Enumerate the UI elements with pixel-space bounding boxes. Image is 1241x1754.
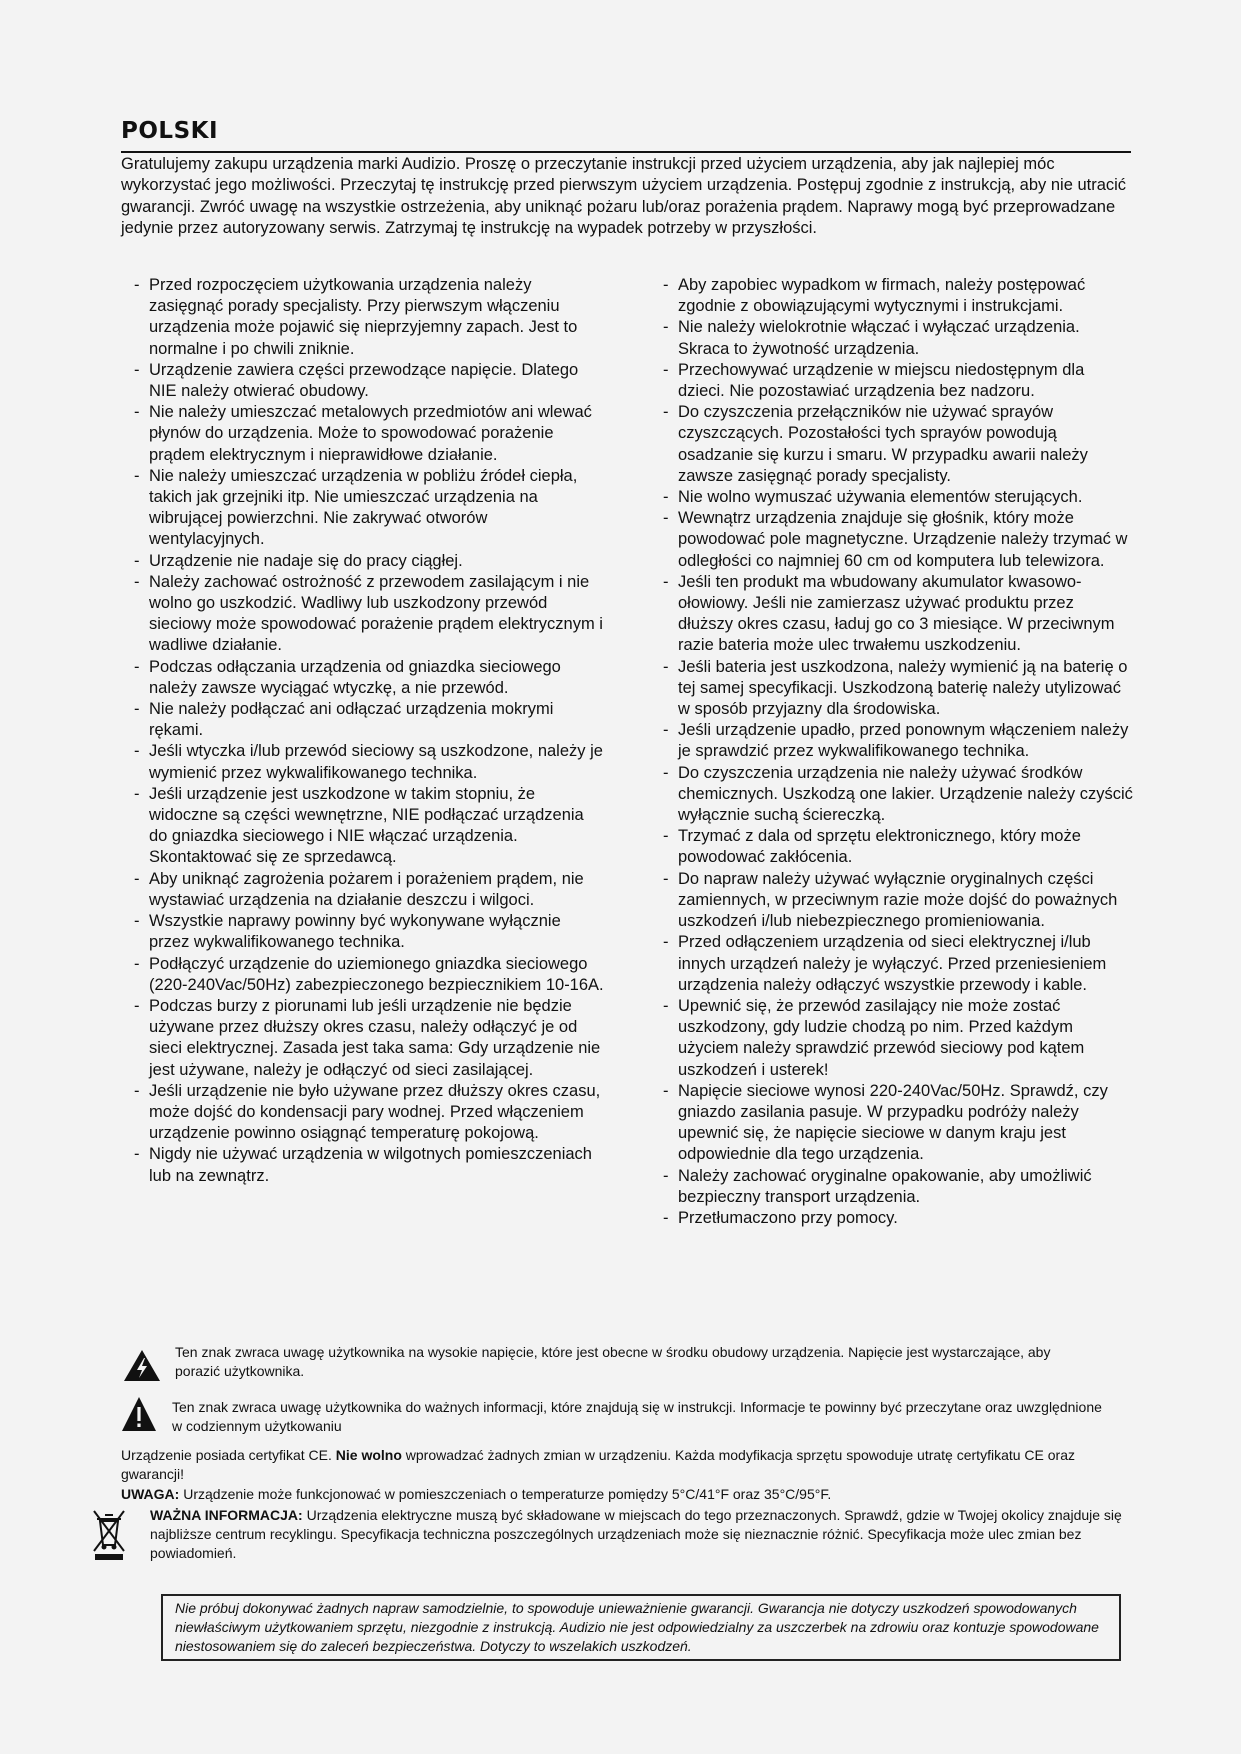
uwaga-text: Urządzenie może funkcjonować w pomieszczeniach o temperaturze pomiędzy 5°C/41°F oraz 35°C/95°F. bbox=[183, 1486, 832, 1502]
list-item bbox=[134, 466, 604, 551]
list-bullet: - bbox=[663, 763, 669, 782]
list-item bbox=[134, 996, 604, 1081]
list-item-text: Upewnić się, że przewód zasilający nie może zostać uszkodzony, gdy ludzie chodzą po nim. Przed każdym użyciem należy sprawdzić przewód sieciowy pod kątem uszkodzeń i usterek! bbox=[678, 996, 1085, 1079]
list-item-text: Przetłumaczono przy pomocy. bbox=[678, 1208, 898, 1227]
list-bullet: - bbox=[663, 572, 669, 591]
list-bullet: - bbox=[134, 1145, 140, 1164]
list-bullet: - bbox=[134, 954, 140, 973]
list-item-text: Wewnątrz urządzenia znajduje się głośnik, który może powodować pole magnetyczne. Urządzenie należy trzymać w odległości co najmniej 60 cm od komputera lub telewizora. bbox=[678, 509, 1128, 570]
list-item-text: Wszystkie naprawy powinny być wykonywane wyłącznie przez wykwalifikowanego technika. bbox=[149, 912, 561, 952]
intro-paragraph: Gratulujemy zakupu urządzenia marki Audizio. Proszę o przeczytanie instrukcji przed użyciem urządzenia, aby jak najlepiej móc wykorzystać jego możliwości. Przeczytaj tę instrukcję przed pierwszym użyciem urządzenia. Postępuj zgodnie z instrukcją, aby nie utracić gwarancji. Zwróć uwagę na wszystkie ostrzeżenia, aby uniknąć pożaru lub/oraz porażenia prądem. Naprawy mogą być przeprowadzane jedynie przez autoryzowany serwis. Zatrzymaj tę instrukcję na wypadek potrzeby w przyszłości. bbox=[121, 155, 1127, 237]
list-bullet: - bbox=[134, 700, 140, 719]
list-item-text: Nie należy wielokrotnie włączać i wyłączać urządzenia. Skraca to żywotność urządzenia. bbox=[678, 318, 1080, 358]
list-bullet: - bbox=[134, 784, 140, 803]
list-item-text: Jeśli wtyczka i/lub przewód sieciowy są uszkodzone, należy je wymienić przez wykwalifikowanego technika. bbox=[149, 742, 603, 782]
list-item bbox=[134, 699, 604, 741]
important-information bbox=[150, 1506, 1125, 1563]
list-bullet: - bbox=[663, 721, 669, 740]
list-item-text: Jeśli urządzenie jest uszkodzone w takim stopniu, że widoczne są części wewnętrzne, NIE podłączać urządzenia do gniazdka sieciowego i NIE włączać urządzenia. Skontaktować się ze sprzedawcą. bbox=[149, 784, 584, 867]
list-item-text: Do czyszczenia przełączników nie używać sprayów czyszczących. Pozostałości tych sprayów powodują osadzanie się kurzu i smaru. W przypadku awarii należy zawsze zasięgnąć porady specjalisty. bbox=[678, 403, 1088, 485]
list-item bbox=[663, 763, 1133, 827]
list-bullet: - bbox=[134, 403, 140, 422]
list-item-text: Aby uniknąć zagrożenia pożarem i porażeniem prądem, nie wystawiać urządzenia na działanie deszczu i wilgoci. bbox=[149, 869, 584, 909]
temperature-note bbox=[121, 1485, 1106, 1504]
list-item bbox=[663, 1081, 1133, 1166]
list-bullet: - bbox=[663, 996, 669, 1015]
uwaga-label: UWAGA: bbox=[121, 1486, 180, 1502]
list-item-text: Nie wolno wymuszać używania elementów sterujących. bbox=[678, 488, 1083, 507]
voltage-warning-text: Ten znak zwraca uwagę użytkownika na wysokie napięcie, które jest obecne w środku obudowy urządzenia. Napięcie jest wystarczające, aby porazić użytkownika. bbox=[175, 1344, 1051, 1379]
list-item-text: Jeśli urządzenie nie było używane przez dłuższy okres czasu, może dojść do kondensacji pary wodnej. Przed włączeniem urządzenie powinno osiągnąć temperaturę pokojową. bbox=[149, 1081, 601, 1143]
list-bullet: - bbox=[134, 551, 140, 570]
list-bullet: - bbox=[663, 933, 669, 952]
list-item bbox=[134, 911, 604, 953]
list-item bbox=[663, 317, 1133, 359]
list-item bbox=[663, 869, 1133, 933]
list-item-text: Do napraw należy używać wyłącznie oryginalnych części zamiennych, w przeciwnym razie może dojść do poważnych uszkodzeń i/lub niebezpiecznego promieniowania. bbox=[678, 869, 1118, 931]
attention-warning-icon bbox=[121, 1396, 157, 1432]
ce-text-bold: Nie wolno bbox=[335, 1447, 402, 1463]
list-item bbox=[663, 275, 1133, 317]
list-item bbox=[134, 741, 604, 783]
list-item-text: Urządzenie zawiera części przewodzące napięcie. Dlatego NIE należy otwierać obudowy. bbox=[149, 360, 579, 401]
list-bullet: - bbox=[663, 657, 669, 676]
list-item bbox=[134, 954, 604, 996]
list-item bbox=[134, 275, 604, 360]
list-item bbox=[134, 551, 604, 572]
list-bullet: - bbox=[663, 509, 669, 528]
important-text: Urządzenia elektryczne muszą być składowane w miejscach do tego przeznaczonych. Sprawdź, gdzie w Twojej okolicy znajduje się najbliższe centrum recyklingu. Specyfikacja techniczna poszczególnych urządzeniach może się nieznacznie różnić. Specyfikacja może ulec zmian bez powiadomień. bbox=[150, 1507, 1122, 1561]
list-bullet: - bbox=[663, 403, 669, 422]
list-item bbox=[663, 720, 1133, 762]
list-item bbox=[134, 869, 604, 911]
important-label: WAŻNA INFORMACJA: bbox=[150, 1507, 303, 1523]
safety-list-left bbox=[134, 275, 604, 1187]
list-item bbox=[663, 508, 1133, 572]
list-item-text: Do czyszczenia urządzenia nie należy używać środków chemicznych. Uszkodzą one lakier. Urządzenie należy czyścić wyłącznie suchą ściereczką. bbox=[678, 763, 1133, 825]
list-item-text: Jeśli bateria jest uszkodzona, należy wymienić ją na baterię o tej samej specyfikacji. Uszkodzoną baterię należy utylizować w sposób przyjazny dla środowiska. bbox=[678, 657, 1128, 719]
list-item bbox=[134, 572, 604, 657]
list-item-text: Urządzenie nie nadaje się do pracy ciągłej. bbox=[149, 551, 463, 570]
list-item-text: Nie należy umieszczać metalowych przedmiotów ani wlewać płynów do urządzenia. Może to spowodować porażenie prądem elektrycznym i nieprawidłowe działanie. bbox=[149, 403, 592, 464]
list-item-text: Jeśli ten produkt ma wbudowany akumulator kwasowo-ołowiowy. Jeśli nie zamierzasz używać produktu przez dłuższy okres czasu, ładuj go co 3 miesiące. W przeciwnym razie bateria może ulec trwałemu uszkodzeniu. bbox=[678, 572, 1115, 655]
list-item bbox=[663, 402, 1133, 487]
list-bullet: - bbox=[663, 869, 669, 888]
list-item-text: Przechowywać urządzenie w miejscu niedostępnym dla dzieci. Nie pozostawiać urządzenia bez nadzoru. bbox=[678, 360, 1085, 401]
list-item bbox=[134, 360, 604, 402]
title-divider bbox=[121, 151, 1131, 153]
ce-text-part2: wprowadzać żadnych zmian w urządzeniu. Każda modyfikacja sprzętu spowoduje utratę certyfikatu CE oraz gwarancji! bbox=[121, 1447, 1075, 1482]
list-bullet: - bbox=[663, 827, 669, 846]
list-item-text: Jeśli urządzenie upadło, przed ponownym włączeniem należy je sprawdzić przez wykwalifikowanego technika. bbox=[678, 721, 1129, 761]
list-bullet: - bbox=[663, 1166, 669, 1185]
weee-recycling-bin-icon bbox=[92, 1509, 126, 1561]
list-item bbox=[134, 402, 604, 466]
list-bullet: - bbox=[134, 996, 140, 1015]
list-item-text: Podczas burzy z piorunami lub jeśli urządzenie nie będzie używane przez dłuższy okres czasu, należy odłączyć je od sieci elektrycznej. Zasada jest taka sama: Gdy urządzenie nie jest używane, należy je odłączyć od sieci zasilającej. bbox=[149, 996, 601, 1079]
list-bullet: - bbox=[663, 360, 669, 379]
list-bullet: - bbox=[134, 572, 140, 591]
list-item-text: Nigdy nie używać urządzenia w wilgotnych pomieszczeniach lub na zewnątrz. bbox=[149, 1145, 592, 1185]
list-item bbox=[134, 1144, 604, 1186]
ce-text-part1: Urządzenie posiada certyfikat CE. bbox=[121, 1447, 332, 1463]
list-item-text: Przed odłączeniem urządzenia od sieci elektrycznej i/lub innych urządzeń należy je wyłączyć. Przed przeniesieniem urządzenia należy odłączyć wszystkie przewody i kable. bbox=[678, 933, 1107, 994]
list-item bbox=[663, 360, 1133, 402]
list-bullet: - bbox=[663, 1081, 669, 1100]
list-item-text: Nie należy podłączać ani odłączać urządzenia mokrymi rękami. bbox=[149, 700, 554, 740]
list-item bbox=[134, 784, 604, 869]
list-bullet: - bbox=[134, 276, 140, 294]
list-item-text: Należy zachować ostrożność z przewodem zasilającym i nie wolno go uszkodzić. Wadliwy lub uszkodzony przewód sieciowy może spowodować porażenie prądem elektrycznym i wadliwe działanie. bbox=[149, 572, 603, 655]
list-bullet: - bbox=[134, 869, 140, 888]
list-item-text: Aby zapobiec wypadkom w firmach, należy postępować zgodnie z obowiązującymi wytycznymi i instrukcjami. bbox=[678, 276, 1086, 316]
list-item bbox=[663, 487, 1133, 508]
list-item bbox=[663, 1166, 1133, 1208]
list-bullet: - bbox=[663, 318, 669, 337]
list-item-text: Należy zachować oryginalne opakowanie, aby umożliwić bezpieczny transport urządzenia. bbox=[678, 1166, 1092, 1206]
list-item bbox=[663, 826, 1133, 868]
warranty-notice: Nie próbuj dokonywać żadnych napraw samodzielnie, to spowoduje unieważnienie gwarancji. Gwarancja nie dotyczy uszkodzeń spowodowanych niewłaściwym użytkowaniem sprzętu, niezgodnie z instrukcją. Audizio nie jest odpowiedzialny za uszczerbek na zdrowiu oraz kontuzje spowodowane niestosowaniem się do zaleceń bezpieczeństwa. Dotyczy to wszelakich uszkodzeń. bbox=[161, 1594, 1121, 1661]
list-bullet: - bbox=[134, 742, 140, 761]
list-bullet: - bbox=[663, 488, 669, 507]
list-item-text: Podczas odłączania urządzenia od gniazdka sieciowego należy zawsze wyciągać wtyczkę, a nie przewód. bbox=[149, 657, 561, 697]
safety-list-right bbox=[663, 275, 1133, 1229]
page-title: POLSKI bbox=[121, 118, 219, 144]
info-warning-text: Ten znak zwraca uwagę użytkownika do ważnych informacji, które znajdują się w instrukcji. Informacje te powinny być przeczytane oraz uwzględnione w codziennym użytkowaniu bbox=[172, 1399, 1102, 1434]
list-item-text: Nie należy umieszczać urządzenia w pobliżu źródeł ciepła, takich jak grzejniki itp. Nie umieszczać urządzenia na wibrującej powierzchni. Nie zakrywać otworów wentylacyjnych. bbox=[149, 466, 578, 549]
high-voltage-warning-icon bbox=[123, 1349, 161, 1382]
list-item-text: Podłączyć urządzenie do uziemionego gniazdka sieciowego (220-240Vac/50Hz) zabezpieczonego bezpiecznikiem 10-16A. bbox=[149, 954, 604, 994]
ce-certificate-text bbox=[121, 1446, 1106, 1484]
list-item bbox=[663, 572, 1133, 657]
list-bullet: - bbox=[134, 466, 140, 485]
list-bullet: - bbox=[134, 360, 140, 379]
list-item bbox=[663, 657, 1133, 721]
list-item bbox=[134, 1081, 604, 1145]
list-item bbox=[663, 996, 1133, 1081]
list-item bbox=[134, 657, 604, 699]
list-bullet: - bbox=[134, 657, 140, 676]
list-bullet: - bbox=[663, 276, 669, 294]
list-item-text: Trzymać z dala od sprzętu elektronicznego, który może powodować zakłócenia. bbox=[678, 827, 1081, 867]
list-bullet: - bbox=[134, 1081, 140, 1100]
list-bullet: - bbox=[134, 912, 140, 931]
list-item-text: Napięcie sieciowe wynosi 220-240Vac/50Hz. Sprawdź, czy gniazdo zasilania pasuje. W przypadku podróży należy upewnić się, że napięcie sieciowe w danym kraju jest odpowiednie dla tego urządzenia. bbox=[678, 1081, 1108, 1164]
list-bullet: - bbox=[663, 1208, 669, 1227]
list-item-text: Przed rozpoczęciem użytkowania urządzenia należy zasięgnąć porady specjalisty. Przy pierwszym włączeniu urządzenia może pojawić się nieprzyjemny zapach. Jest to normalne i po chwili zniknie. bbox=[149, 276, 578, 358]
list-item bbox=[663, 932, 1133, 996]
list-item bbox=[663, 1208, 1133, 1229]
